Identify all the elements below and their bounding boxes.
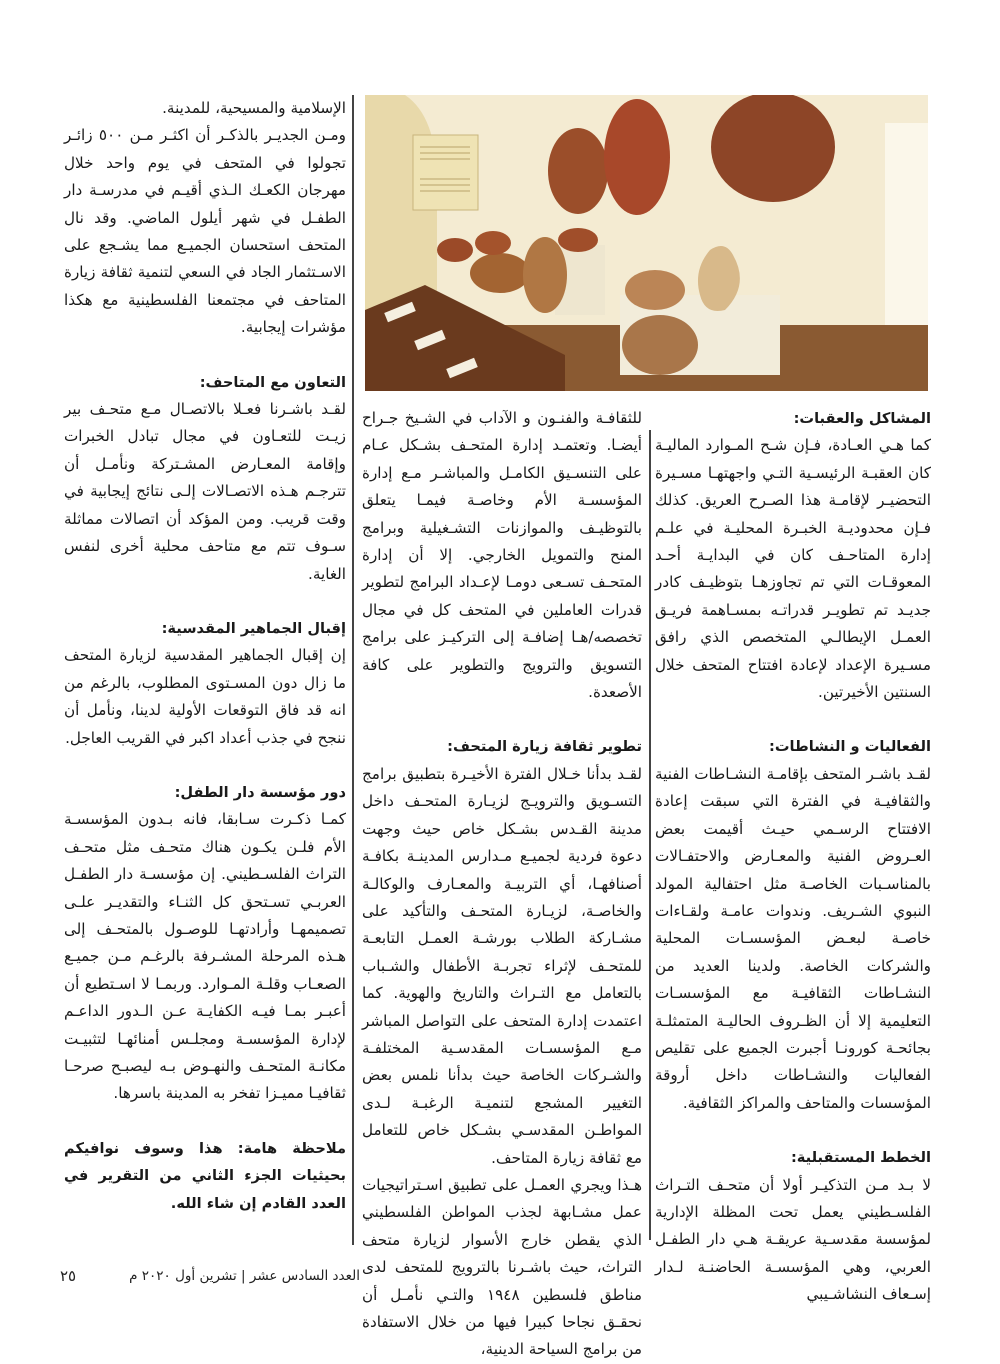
section-heading-problems: المشاكل والعقبات: <box>793 410 931 427</box>
column-divider <box>352 95 354 1245</box>
section-heading-activities: الفعاليات و النشاطات: <box>768 738 931 756</box>
article-column-left <box>64 95 346 1217</box>
page-footer <box>60 1265 360 1287</box>
article-column-right <box>655 405 931 1309</box>
section-heading-public-turnout: إقبال الجماهير المقدسية: <box>161 619 346 637</box>
paragraph: إن إقبال الجماهير المقدسية لزيارة المتحف ما زال دون المسـتوى المطلوب، بالرغم من انه قد فاق التوقعات الأولية لدينا، ونأمل أن ننجح في جذب أعداد اكبر في القريب العاجل. <box>64 646 346 747</box>
paragraph: كما هـي العـادة، فـإن شـح المـوارد الماليـة كان العقبـة الرئيسـية التـي واجهتهـا مسـيرة التحضيـر لإقامـة هذا الصـرح العريق. كذلك فـإن محدوديـة الخبـرة المحليـة في علـم إدارة المتاحـف كان في البدايـة أحـد المعوقـات التي تم تجاوزهـا بتوظيـف كادر جديـد تم تطويـر قدراتـه بمسـاهمة فريـق العمـل الإيطالـي المتخصص الذي رافق مسـيرة الإعداد لإعادة افتتاح المتحف خلال السنتين الأخيرتين. <box>655 436 931 702</box>
paragraph: للثقافـة والفنـون و الآداب في الشـيخ جـراح أيضـا. وتعتمـد إدارة المتحـف بشـكل عـام على التنسـيق الكامـل والمباشـر مـع إدارة المؤسسـة الأم وخاصـة فيمـا يتعلق بالتوظيـف والموازنات التشـغيلية وبرامج المنح والتمويل الخارجي. إلا أن إدارة المتحـف تسـعى دومـا لإعـداد البرامج لتطوير قدرات العاملين في المتحف كل في مجال تخصصه/هـا إضافـة إلى التركيـز على برامج التسويق والترويج والتطوير على كافة الأصعدة. <box>362 409 642 702</box>
paragraph: ومـن الجديـر بالذكـر أن اكثـر مـن ٥٠٠ زائـر تجولوا في المتحف في يوم واحد خلال مهرجان الكعـك الـذي أقيـم في مدرسـة دار الطفـل في شهر أيلول الماضي. وقد نال المتحف استحسان الجميـع مما يشـجع على الاسـتثمار الجاد في السعي لتنمية ثقافة زيارة المتاحف في مجتمعنا الفلسطينية مع هكذا مؤشرات إيجابية. <box>64 126 346 337</box>
paragraph: كمـا ذكـرت سـابقا، فانه بـدون المؤسسـة الأم فلـن يكـون هناك متحـف مثل متحـف التراث الفلسـطيني. إن مؤسسـة دار الطفـل العربـي تسـتحق كل الثنـاء والتقديـر علـى تصميمهـا وأرادتهـا للوصـول بالمتحـف إلى هـذه المرحلة المشـرفة بالرغـم مـن جميـع الصعـاب وقلـة المـوارد. وربمـا لا اسـتطيع أن أعبـر بمـا فيـه الكفايـة عـن الـدور الداعـم لإدارة المؤسسـة ومجلـس أمنائهـا لتثبيـت مكانـة المتحـف والنهـوض بـه ليصبـح صرحـا ثقافيـا مميـزا تفخر به المدينة باسرها. <box>64 810 346 1103</box>
section-heading-dar-altifel-role: دور مؤسسة دار الطفل: <box>174 783 346 801</box>
important-note: ملاحظة هامة: هذا وسوف نوافيكم بحيثيات الجزء الثاني من التقرير في العدد القادم إن شاء الله. <box>64 1139 346 1212</box>
paragraph: لا بـد مـن التذكيـر أولا أن متحـف التـراث الفلسـطيني يعمل تحت المظلة الإدارية لمؤسسة مقدسـية عريقـة هـي دار الطفـل العربي، وهي المؤسسـة الحاضنـة لـدار إسـعاف النشاشـيبي <box>655 1175 931 1304</box>
page-number: ٢٥ <box>60 1267 77 1285</box>
issue-info: العدد السادس عشر | تشرين أول ٢٠٢٠ م <box>129 1268 360 1284</box>
section-heading-future-plans: الخطط المستقبلية: <box>790 1149 931 1167</box>
museum-photo-illustration <box>365 95 928 391</box>
paragraph: هـذا ويجري العمـل على تطبيق اسـتراتيجيات عمل مشـابهة لجذب المواطن الفلسطيني الذي يقطن خارج الأسوار لزيارة متحف التراث، حيث باشـرنا بالترويج للمتحف لدى مناطق فلسطين ١٩٤٨ والتـي نأمـل أن نحقـق نجاحا كبيرا فيها من خلال الاستفادة من برامج السياحة الدينية، <box>362 1175 642 1359</box>
column-divider <box>649 430 651 1240</box>
article-column-middle <box>362 405 642 1364</box>
section-heading-cooperation: التعاون مع المتاحف: <box>199 373 346 391</box>
paragraph: الإسلامية والمسيحية، للمدينة. <box>162 99 346 117</box>
section-heading-visit-culture: تطوير ثقافة زيارة المتحف: <box>447 738 642 756</box>
paragraph: لقـد باشـرنا فعـلا بالاتصـال مـع متحـف بير زيـت للتعـاون في مجال تبادل الخبرات وإقامة المعـارض المشـتركة ونأمـل أن تترجـم هـذه الاتصـالات إلـى نتائج إيجابية في وقت قريب. ومن المؤكد أن اتصالات مماثلة سـوف تتم مع متاحف محلية أخرى لنفس الغاية. <box>64 400 346 583</box>
paragraph: لقـد بدأنا خـلال الفترة الأخيـرة بتطبيق برامج التسـويق والترويـج لزيـارة المتحـف داخل مدينة القـدس بشـكل خاص حيث وجهت دعوة فردية لجميـع مـدارس المدينـة بكافـة أصنافهـا، أي التربيـة والمعـارف والوكالـة والخاصـة، لزيـارة المتحـف والتأكيد على مشـاركة الطلاب بورشـة العمـل التابعـة للمتحـف لإثراء تجربـة الأطفال والشـباب بالتعامل مع التـراث والتاريخ والهوية. كما اعتمدت إدارة المتحف على التواصل المباشر مـع المؤسسـات المقدسـية المختلفـة والشـركات الخاصة حيث بدأنا نلمس بعض التغيير المشجع لتنميـة الرغبـة لـدى المواطـن المقدسـي بشـكل خاص للتعامل مع ثقافة زيارة المتاحف. <box>362 764 642 1167</box>
paragraph: لقـد باشـر المتحف بإقامـة النشـاطات الفنية والثقافيـة في الفترة التي سبقت إعادة الافتتاح الرسـمي حيـث أقيمت بعض العـروض الفنية والمعـارض والاحتفـالات بالمناسـبات الخاصـة مثل احتفالية المولد النبوي الشـريف. وندوات عامـة ولقـاءات خاصـة لبعـض المؤسسـات المحلية والشركات الخاصة. ولدينا العديد من النشـاطات الثقافيـة مع المؤسسـات التعليمية إلا أن الظـروف الحاليـة المتمثلـة بجائحـة كورونـا أجبرت الجميع على تقليص الفعاليات والنشـاطات داخل أروقة المؤسسات والمتاحف والمراكز الثقافية. <box>655 764 931 1112</box>
museum-photo <box>365 95 928 391</box>
